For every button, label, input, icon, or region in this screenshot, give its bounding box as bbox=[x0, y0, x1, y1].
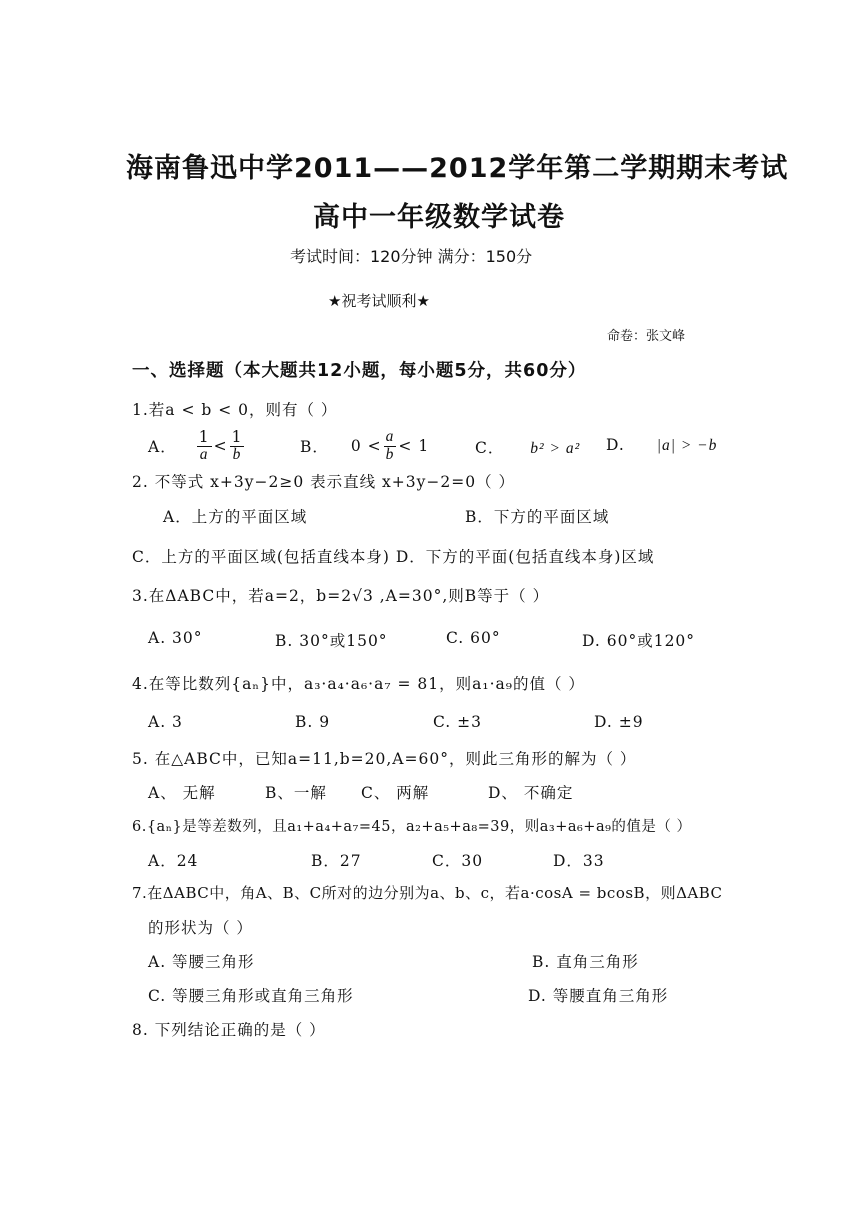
q2-option-a: A．上方的平面区域 bbox=[163, 508, 308, 526]
q7-option-a: A. 等腰三角形 bbox=[148, 953, 255, 971]
q7-option-c: C. 等腰三角形或直角三角形 bbox=[148, 987, 354, 1005]
q5-option-b: B、一解 bbox=[265, 784, 327, 802]
q1-frac-2-num: 1 bbox=[231, 428, 243, 447]
q1-frac-3-den: b bbox=[385, 445, 395, 463]
q1-stem: 1.若a < b < 0，则有（ ） bbox=[132, 401, 338, 419]
q2-stem: 2. 不等式 x+3y−2≥0 表示直线 x+3y−2=0（ ） bbox=[132, 473, 516, 491]
q1-a-label: A． bbox=[148, 438, 177, 456]
q1-frac-2-den: b bbox=[232, 445, 242, 463]
q6-option-a: A．24 bbox=[148, 852, 199, 870]
q6-option-b: B．27 bbox=[311, 852, 362, 870]
q8-stem: 8. 下列结论正确的是（ ） bbox=[132, 1021, 326, 1039]
q7-option-b: B. 直角三角形 bbox=[532, 953, 639, 971]
q3-option-b: B. 30°或150° bbox=[275, 632, 388, 650]
q4-option-c: C. ±3 bbox=[433, 713, 483, 731]
q1-option-d bbox=[606, 436, 717, 455]
q1-c-label: C． bbox=[475, 439, 505, 457]
q5-stem: 5. 在△ABC中，已知a=11,b=20,A=60°，则此三角形的解为（ ） bbox=[132, 750, 637, 768]
q2-option-cd: C．上方的平面区域(包括直线本身) D．下方的平面(包括直线本身)区域 bbox=[132, 548, 655, 566]
q1-b-post: < 1 bbox=[398, 437, 430, 455]
q7-option-d: D. 等腰直角三角形 bbox=[528, 987, 669, 1005]
q3-option-a: A. 30° bbox=[148, 629, 203, 647]
q6-stem: 6.{aₙ}是等差数列，且a₁+a₄+a₇=45，a₂+a₅+a₈=39，则a₃+a₆+a₉的值是（ ） bbox=[132, 819, 692, 835]
q4-option-d: D. ±9 bbox=[594, 713, 644, 731]
q1-frac-1-den: a bbox=[199, 445, 209, 463]
q6-option-c: C．30 bbox=[432, 852, 484, 870]
q1-frac-3-num: a bbox=[385, 428, 395, 446]
q1-d-expr: |a| > −b bbox=[656, 437, 718, 454]
q7-stem: 7.在ΔABC中，角A、B、C所对的边分别为a、b、c，若a·cosA = bcosB，则ΔABC bbox=[132, 884, 723, 902]
q1-option-c bbox=[475, 436, 580, 458]
section-heading: 一、选择题（本大题共12小题，每小题5分，共60分） bbox=[132, 361, 587, 381]
wish-text: ★祝考试顺利★ bbox=[328, 292, 430, 310]
q1-frac-1-num: 1 bbox=[198, 428, 210, 447]
q1-c-expr: b² > a² bbox=[530, 440, 581, 457]
q1-b-label: B． bbox=[300, 438, 329, 456]
exam-info: 考试时间：120分钟 满分：150分 bbox=[290, 247, 533, 266]
title-line-2: 高中一年级数学试卷 bbox=[313, 202, 565, 233]
q1-option-a bbox=[148, 426, 246, 466]
q1-frac-1-over-b bbox=[230, 429, 245, 463]
q4-option-b: B. 9 bbox=[295, 713, 331, 731]
q3-option-c: C. 60° bbox=[446, 629, 501, 647]
q3-stem: 3.在ΔABC中，若a=2，b=2√3 ,A=30°,则B等于（ ） bbox=[132, 587, 550, 605]
q1-option-b bbox=[300, 426, 429, 466]
q1-b-pre: 0 < bbox=[350, 437, 382, 455]
q7-stem-line-2: 的形状为（ ） bbox=[148, 919, 253, 937]
q1-frac-a-over-b bbox=[384, 429, 397, 463]
q2-option-b: B．下方的平面区域 bbox=[465, 508, 610, 526]
q1-d-label: D. bbox=[606, 436, 625, 454]
q5-option-a: A、 无解 bbox=[148, 784, 216, 802]
q3-option-d: D. 60°或120° bbox=[582, 632, 696, 650]
q1-frac-1-over-a bbox=[197, 429, 212, 463]
title-line-1: 海南鲁迅中学2011——2012学年第二学期期末考试 bbox=[126, 153, 789, 184]
author: 命卷：张文峰 bbox=[607, 329, 686, 344]
q5-option-c: C、 两解 bbox=[361, 784, 430, 802]
q6-option-d: D．33 bbox=[553, 852, 605, 870]
q5-option-d: D、 不确定 bbox=[488, 784, 574, 802]
q1-a-lt: < bbox=[213, 437, 228, 455]
q4-stem: 4.在等比数列{aₙ}中，a₃·a₄·a₆·a₇ = 81，则a₁·a₉的值（ ） bbox=[132, 675, 585, 693]
q4-option-a: A. 3 bbox=[148, 713, 183, 731]
